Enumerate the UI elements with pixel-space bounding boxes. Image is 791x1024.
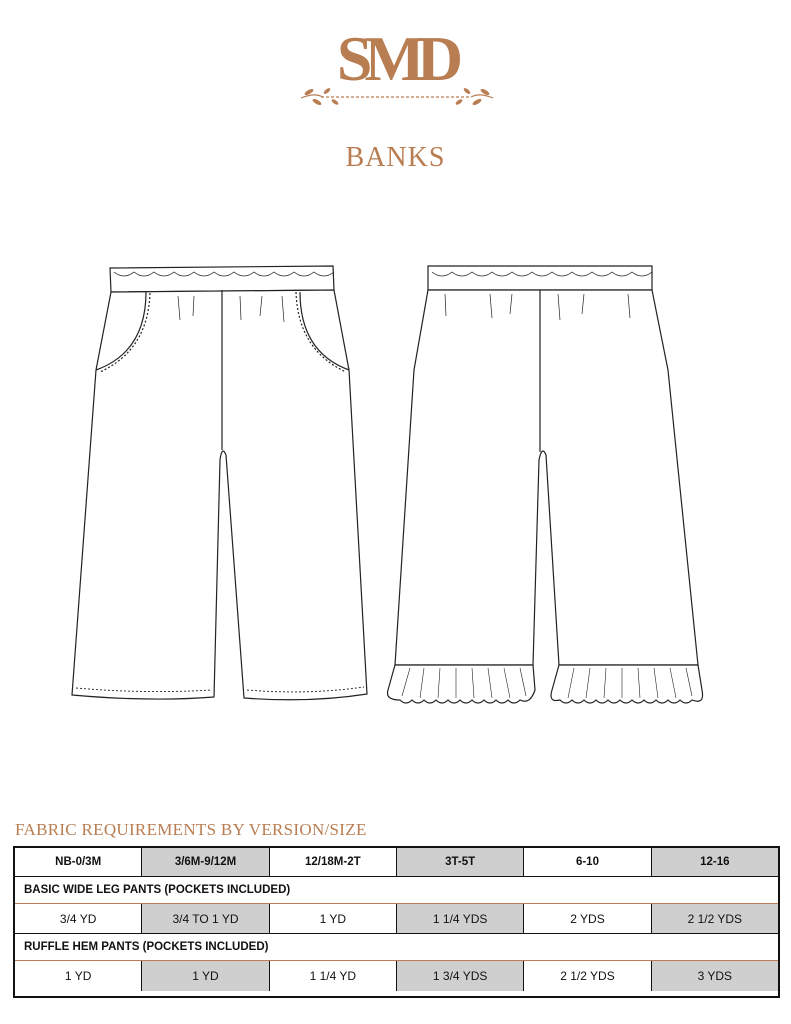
basic-wide-leg-pants-drawing	[72, 266, 367, 700]
yardage-cell: 3 YDS	[652, 961, 778, 991]
yardage-cell: 3/4 TO 1 YD	[142, 904, 269, 933]
yardage-cell: 2 YDS	[524, 904, 651, 933]
size-header-cell: 6-10	[524, 848, 651, 876]
size-header-cell: NB-0/3M	[15, 848, 142, 876]
smd-logo-icon	[291, 28, 501, 108]
yardage-cell: 1 YD	[15, 961, 142, 991]
yardage-cell: 1 YD	[270, 904, 397, 933]
yardage-cell: 3/4 YD	[15, 904, 142, 933]
yardage-cell: 1 1/4 YD	[270, 961, 397, 991]
fabric-requirements-heading: FABRIC REQUIREMENTS BY VERSION/SIZE	[15, 820, 367, 839]
size-header-cell: 3T-5T	[397, 848, 524, 876]
pattern-title: BANKS	[345, 142, 446, 173]
yardage-cell: 1 1/4 YDS	[397, 904, 524, 933]
yardage-row	[15, 961, 778, 991]
yardage-cell: 1 3/4 YDS	[397, 961, 524, 991]
fabric-requirements-table	[13, 846, 780, 998]
yardage-row	[15, 904, 778, 934]
size-header-cell: 12/18M-2T	[270, 848, 397, 876]
version-label-row: BASIC WIDE LEG PANTS (POCKETS INCLUDED)	[15, 877, 778, 904]
size-header-cell: 12-16	[652, 848, 778, 876]
logo-lettering: SMD	[336, 28, 455, 94]
ruffle-hem-pants-drawing	[388, 266, 703, 703]
brand-logo	[0, 28, 791, 108]
version-label-row: RUFFLE HEM PANTS (POCKETS INCLUDED)	[15, 934, 778, 961]
size-header-row	[15, 848, 778, 877]
yardage-cell: 2 1/2 YDS	[652, 904, 778, 933]
yardage-cell: 1 YD	[142, 961, 269, 991]
size-header-cell: 3/6M-9/12M	[142, 848, 269, 876]
yardage-cell: 2 1/2 YDS	[524, 961, 651, 991]
technical-drawings	[0, 255, 791, 715]
